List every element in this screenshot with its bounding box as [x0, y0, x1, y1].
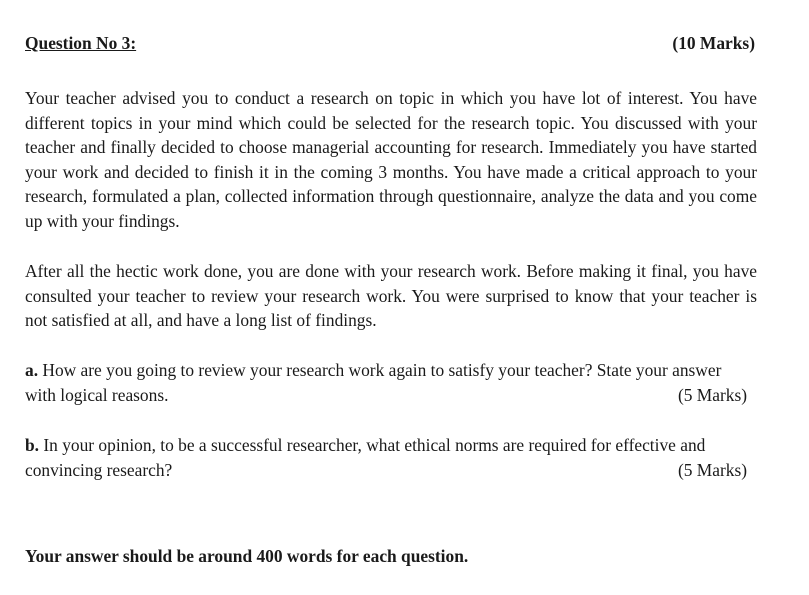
sub-question-b-text-line1: In your opinion, to be a successful researcher, what ethical norms are required for effective and — [43, 435, 706, 455]
scenario-paragraph-2: After all the hectic work done, you are done with your research work. Before making it final, you have consulted your teacher to review your research work. You were surprised to know that your teacher is not satisfied at all, and have a long list of findings. — [25, 261, 757, 331]
sub-question-a — [25, 358, 757, 407]
sub-question-b-text-line2: convincing research? — [25, 459, 173, 480]
question-title: Question No 3: — [25, 33, 137, 53]
sub-question-a-label: a. — [25, 360, 43, 380]
question-marks: (10 Marks) — [672, 33, 755, 53]
sub-question-a-marks: (5 Marks) — [677, 384, 747, 405]
word-count-instruction: Your answer should be around 400 words for each question. — [25, 546, 469, 566]
question-header — [25, 33, 757, 55]
sub-question-b-label: b. — [25, 435, 44, 455]
scenario-paragraph-1: Your teacher advised you to conduct a research on topic in which you have lot of interest. You have different topics in your mind which could be selected for the research topic. You discussed with your teacher and finally decided to choose managerial accounting for research. Immediately you have started your work and decided to finish it in the coming 3 months. You have made a critical approach to your research, formulated a plan, collected information through questionnaire, analyze the data and you come up with your findings. — [25, 88, 757, 231]
sub-question-b — [25, 433, 757, 482]
sub-question-a-text-line1: How are you going to review your research work again to satisfy your teacher? State your answer — [42, 360, 722, 380]
sub-question-a-text-line2: with logical reasons. — [25, 384, 169, 405]
sub-question-b-marks: (5 Marks) — [677, 459, 747, 480]
